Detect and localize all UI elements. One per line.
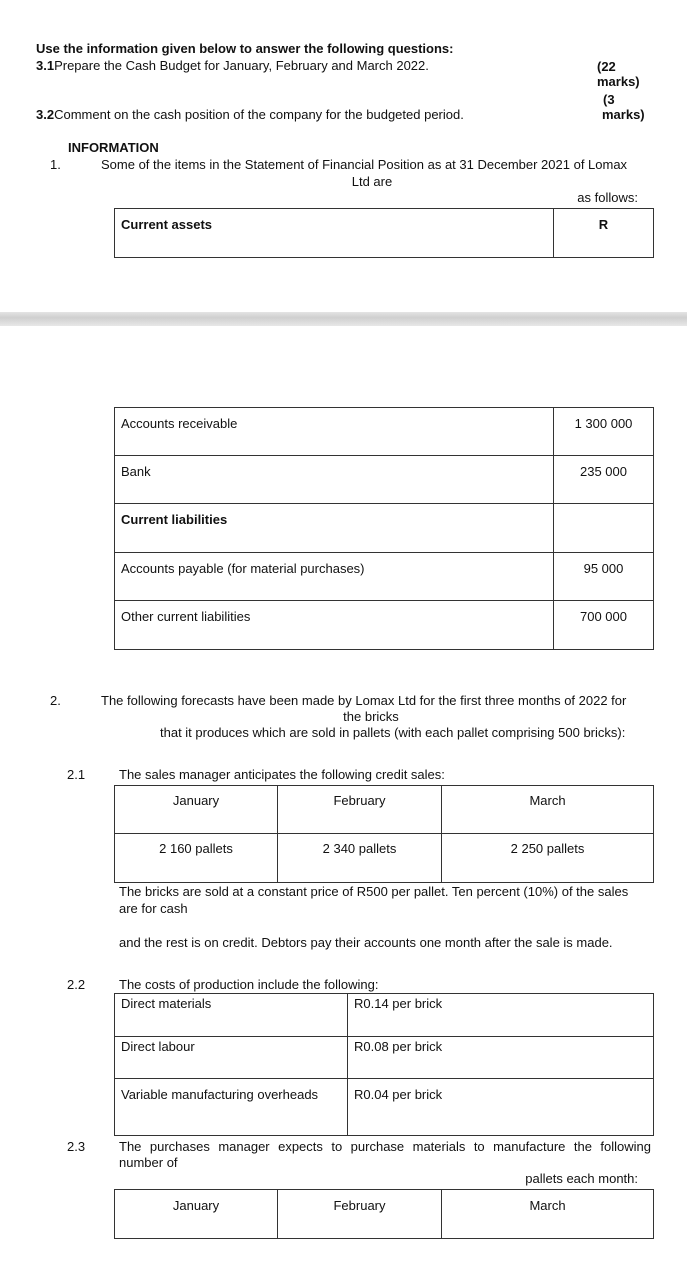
pallet-count: 2 250 pallets [442,834,654,883]
month-header: February [278,1190,442,1239]
question-3-1-number: 3.1 [36,58,55,73]
item-2-line-1: The following forecasts have been made by Lomax Ltd for the first three months of 2022 for [101,693,627,708]
sfp-value: 1 300 000 [554,408,654,456]
currency-unit: R [554,209,654,258]
cost-label: Variable manufacturing overheads [115,1079,348,1136]
question-3-1-text: Prepare the Cash Budget for January, February and March 2022. [54,58,429,73]
sfp-table-header [114,208,654,258]
sfp-table [114,407,654,650]
marks-3-2-a: (3 [603,92,615,107]
question-3-2-number: 3.2 [36,107,55,122]
sfp-label: Bank [115,456,554,504]
sfp-value: 700 000 [554,601,654,650]
sales-note-line-1: The bricks are sold at a constant price of R500 per pallet. Ten percent (10%) of the sales [119,884,629,899]
credit-sales-table [114,785,654,883]
information-heading: INFORMATION [68,140,159,155]
table-row [115,1037,654,1079]
section-2-3-line-3: pallets each month: [525,1171,638,1186]
marks-3-1-b: marks) [597,74,640,89]
month-header: March [442,1190,654,1239]
item-1-line-2: Ltd are [351,174,393,189]
sales-note-line-3: and the rest is on credit. Debtors pay their accounts one month after the sale is made. [119,935,613,950]
cost-value: R0.08 per brick [348,1037,654,1079]
pallet-count: 2 160 pallets [115,834,278,883]
section-2-3-line-2: number of [119,1155,178,1170]
table-row [115,1190,654,1239]
table-row [115,504,654,553]
sfp-label: Current liabilities [115,504,554,553]
sfp-label: Accounts receivable [115,408,554,456]
month-header: January [115,1190,278,1239]
question-3-2-text: Comment on the cash position of the company for the budgeted period. [54,107,464,122]
marks-3-1-a: (22 [597,59,616,74]
section-2-1-intro: The sales manager anticipates the following credit sales: [119,767,445,782]
item-1-number: 1. [50,157,61,172]
table-row [115,786,654,834]
section-2-3-line-1: The purchases manager expects to purchase materials to manufacture the following [119,1139,651,1154]
table-row [115,834,654,883]
table-row [115,601,654,650]
cost-value: R0.04 per brick [348,1079,654,1136]
sfp-value [554,504,654,553]
cost-label: Direct labour [115,1037,348,1079]
sfp-label: Other current liabilities [115,601,554,650]
section-2-2-intro: The costs of production include the following: [119,977,379,992]
production-costs-table [114,993,654,1136]
item-1-line-1: Some of the items in the Statement of Financial Position as at 31 December 2021 of Lomax [101,157,628,172]
section-2-2-number: 2.2 [67,977,86,992]
table-row [115,408,654,456]
pallet-count: 2 340 pallets [278,834,442,883]
table-row [115,1079,654,1136]
cost-value: R0.14 per brick [348,994,654,1037]
item-1-line-3: as follows: [577,190,638,205]
month-header: January [115,786,278,834]
table-row [115,994,654,1037]
sfp-value: 235 000 [554,456,654,504]
marks-3-2-b: marks) [602,107,645,122]
sales-note-line-2: are for cash [119,901,188,916]
month-header: February [278,786,442,834]
sfp-value: 95 000 [554,553,654,601]
cost-label: Direct materials [115,994,348,1037]
purchases-table [114,1189,654,1239]
question-3-2 [36,107,464,122]
page-divider [0,312,687,326]
item-2-line-2: the bricks [343,709,399,724]
question-3-1 [36,58,429,73]
table-row [115,553,654,601]
current-assets-label: Current assets [115,209,554,258]
section-2-1-number: 2.1 [67,767,86,782]
item-2-number: 2. [50,693,61,708]
table-row [115,456,654,504]
instruction-text: Use the information given below to answer the following questions: [36,41,454,56]
sfp-label: Accounts payable (for material purchases) [115,553,554,601]
section-2-3-number: 2.3 [67,1139,86,1154]
item-2-line-3: that it produces which are sold in pallets (with each pallet comprising 500 bricks): [160,725,626,740]
month-header: March [442,786,654,834]
